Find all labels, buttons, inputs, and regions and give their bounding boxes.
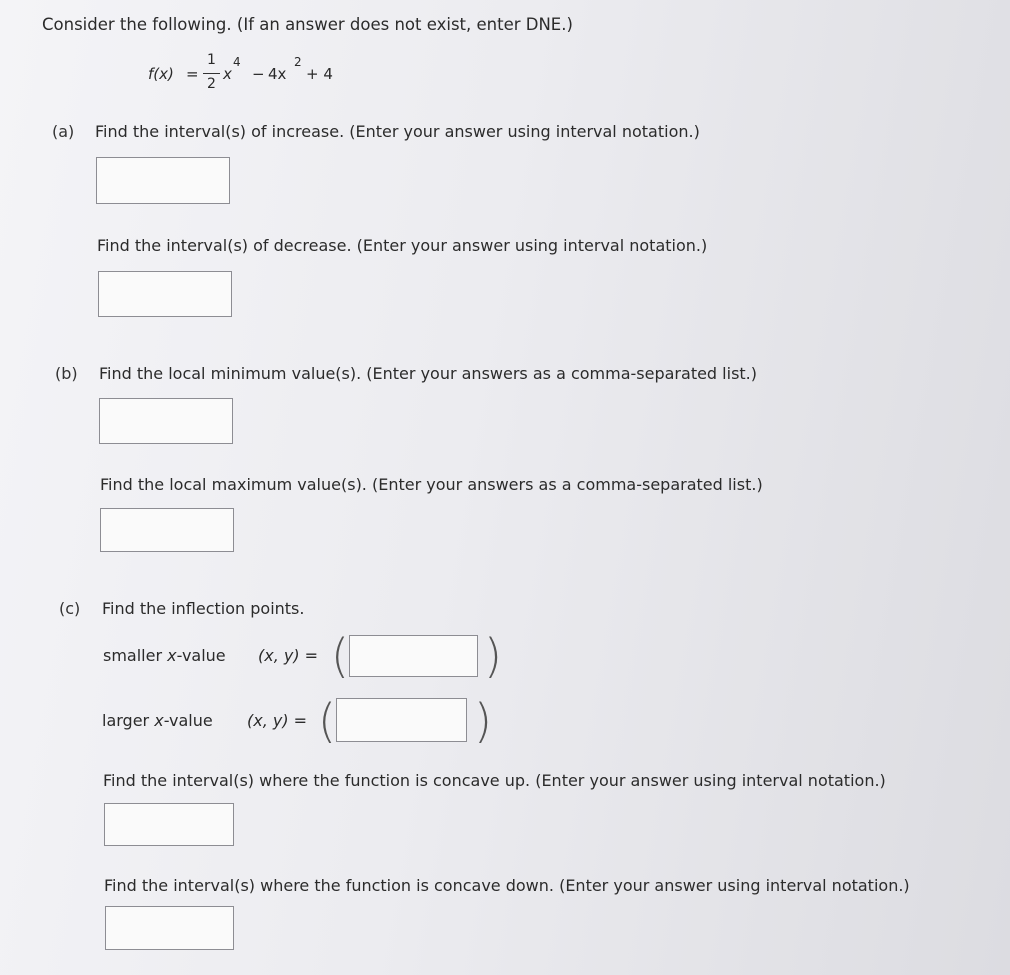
- concave-up-prompt: Find the interval(s) where the function is concave up. (Enter your answer using interval notation.): [103, 771, 886, 790]
- larger-close-paren: ): [474, 694, 492, 748]
- concave-down-input[interactable]: [105, 906, 234, 950]
- decrease-prompt: Find the interval(s) of decrease. (Enter your answer using interval notation.): [97, 236, 708, 255]
- exponent-4: 4: [233, 55, 241, 69]
- local-min-input[interactable]: [99, 398, 233, 444]
- part-a-label: (a): [52, 122, 75, 141]
- constant-term: + 4: [306, 65, 333, 83]
- term-4x: 4x: [268, 65, 287, 83]
- larger-x-label: larger x-value: [102, 711, 213, 730]
- smaller-x-label: smaller x-value: [103, 646, 226, 665]
- concave-down-prompt: Find the interval(s) where the function is concave down. (Enter your answer using interval notation.): [104, 876, 910, 895]
- fraction-bar: [203, 73, 220, 74]
- increase-interval-input[interactable]: [96, 157, 230, 204]
- larger-open-paren: (: [318, 694, 336, 748]
- minus-sign: −: [252, 65, 265, 83]
- larger-xy-label: (x, y) =: [247, 711, 308, 730]
- function-lhs: f(x): [148, 65, 174, 83]
- function-definition: [148, 52, 368, 102]
- part-c-label: (c): [59, 599, 81, 618]
- decrease-interval-input[interactable]: [98, 271, 232, 317]
- equals-sign: =: [186, 65, 199, 83]
- smaller-xy-label: (x, y) =: [258, 646, 319, 665]
- concave-up-input[interactable]: [104, 803, 234, 846]
- problem-instructions: Consider the following. (If an answer does not exist, enter DNE.): [42, 15, 573, 34]
- fraction-denominator: 2: [207, 76, 216, 92]
- smaller-inflection-input[interactable]: [349, 635, 478, 677]
- local-max-input[interactable]: [100, 508, 234, 552]
- smaller-open-paren: (: [331, 629, 349, 683]
- exponent-2: 2: [294, 55, 302, 69]
- local-max-prompt: Find the local maximum value(s). (Enter your answers as a comma-separated list.): [100, 475, 763, 494]
- local-min-prompt: Find the local minimum value(s). (Enter your answers as a comma-separated list.): [99, 364, 757, 383]
- inflection-prompt: Find the inflection points.: [102, 599, 305, 618]
- increase-prompt: Find the interval(s) of increase. (Enter your answer using interval notation.): [95, 122, 700, 141]
- smaller-close-paren: ): [484, 629, 502, 683]
- function-variable: x: [223, 65, 232, 83]
- fraction-numerator: 1: [207, 52, 216, 68]
- part-b-label: (b): [55, 364, 78, 383]
- larger-inflection-input[interactable]: [336, 698, 467, 742]
